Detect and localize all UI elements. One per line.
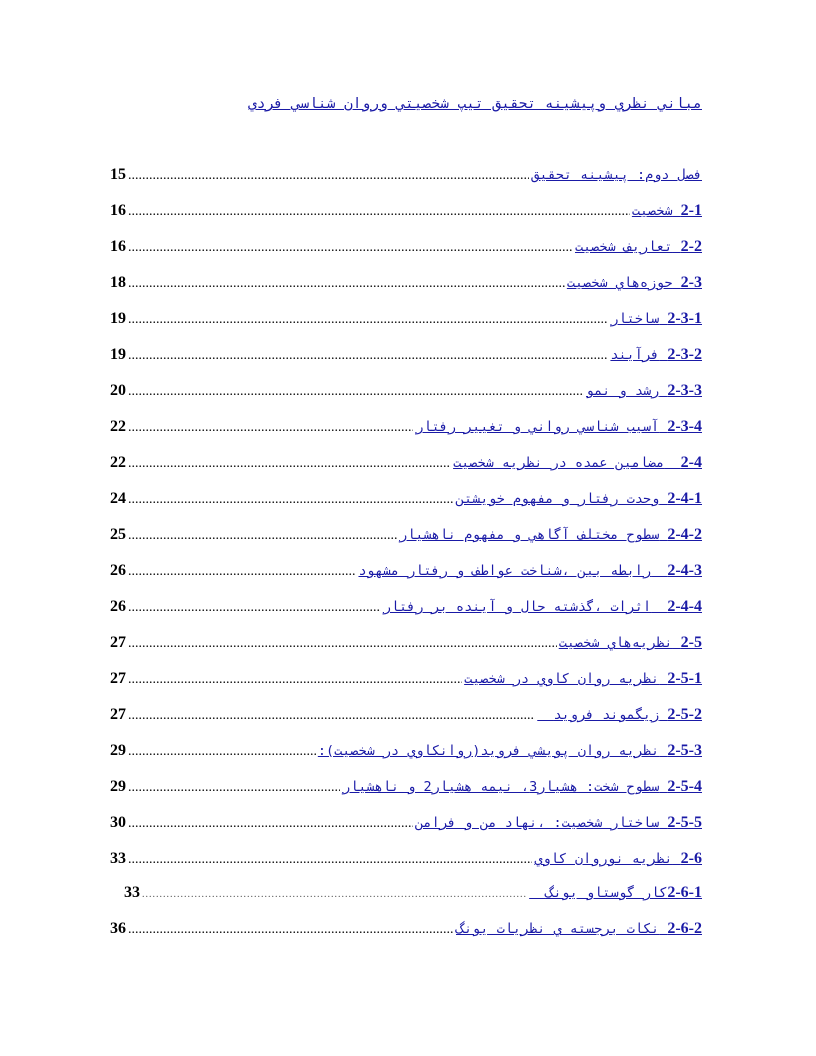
toc-row[interactable]: [110, 490, 702, 520]
toc-leader-dots: [128, 456, 451, 472]
toc-section-number: 2-1: [680, 202, 702, 219]
toc-leader-dots: [128, 564, 356, 580]
toc-entry-text: فصل دوم: پيشينه تحقيق: [531, 167, 702, 183]
toc-page-number: 27: [110, 670, 126, 687]
toc-entry-link[interactable]: [559, 634, 702, 652]
toc-page-number: 36: [110, 920, 126, 937]
toc-entry-link[interactable]: [415, 814, 702, 832]
toc-leader-dots: [128, 672, 462, 688]
toc-row[interactable]: [110, 670, 702, 700]
toc-leader-dots: [128, 384, 584, 400]
toc-section-number: 2-3: [680, 274, 702, 291]
toc-entry-text: ساختار شخصيت: ،نهاد من و فرامن: [415, 815, 660, 831]
toc-entry-link[interactable]: [342, 778, 702, 796]
toc-row[interactable]: [110, 634, 702, 664]
toc-entry-text: رشد و نمو: [586, 383, 660, 399]
toc-entry-link[interactable]: [456, 490, 702, 508]
toc-section-number: 2-5-2: [667, 706, 702, 723]
toc-entry-link[interactable]: [464, 670, 702, 688]
toc-row[interactable]: [110, 382, 702, 412]
toc-leader-dots: [128, 636, 557, 652]
toc-row[interactable]: [110, 454, 702, 484]
toc-entry-text: فرآيند: [610, 347, 660, 363]
toc-section-number: 2-4-1: [667, 490, 702, 507]
toc-entry-link[interactable]: [534, 850, 702, 868]
toc-page-number: 16: [110, 202, 126, 219]
toc-section-number: 2-6-1: [667, 884, 702, 901]
toc-leader-dots: [128, 492, 454, 508]
toc-row[interactable]: [110, 814, 702, 844]
toc-entry-link[interactable]: [537, 706, 702, 724]
toc-page-number: 30: [110, 814, 126, 831]
toc-section-number: 2-3-1: [667, 310, 702, 327]
toc-page-number: 15: [110, 166, 126, 183]
toc-section-number: 2-5-4: [667, 778, 702, 795]
toc-entry-text: شخصيت: [631, 203, 673, 219]
toc-page-number: 22: [110, 418, 126, 435]
toc-row[interactable]: [110, 310, 702, 340]
toc-entry-link[interactable]: [358, 562, 702, 580]
toc-entry-text: تعاريف شخصيت: [574, 239, 673, 255]
toc-section-number: 2-5-3: [667, 742, 702, 759]
toc-leader-dots: [128, 420, 413, 436]
toc-page-number: 33: [124, 884, 140, 901]
toc-entry-text: حوزه‌هاي شخصيت: [566, 275, 673, 291]
toc-row[interactable]: [124, 884, 702, 914]
toc-entry-link[interactable]: [318, 742, 702, 760]
toc-entry-text: نكات برجسته ي نظريات يونگ: [456, 921, 660, 937]
toc-entry-link[interactable]: [456, 920, 702, 938]
toc-row[interactable]: [110, 850, 702, 880]
toc-entry-text: وحدت رفتار و مفهوم خويشتن: [456, 491, 660, 507]
toc-page-number: 25: [110, 526, 126, 543]
toc-row[interactable]: [110, 202, 702, 232]
toc-entry-text: زيگموند فرويد: [553, 707, 660, 723]
toc-entry-link[interactable]: [531, 167, 702, 183]
toc-leader-dots: [128, 922, 454, 938]
toc-leader-dots: [128, 240, 573, 256]
toc-section-number: 2-4-3: [667, 562, 702, 579]
toc-page-number: 22: [110, 454, 126, 471]
toc-page-number: 19: [110, 346, 126, 363]
toc-leader-dots: [128, 816, 413, 832]
toc-entry-link[interactable]: [529, 884, 702, 902]
toc-entry-text: نظريه روان كاوي در شخصيت: [464, 671, 660, 687]
toc-row[interactable]: [110, 920, 702, 950]
toc-entry-link[interactable]: [383, 598, 702, 616]
toc-page-number: 20: [110, 382, 126, 399]
toc-row[interactable]: [110, 598, 702, 628]
toc-row[interactable]: [110, 778, 702, 808]
toc-entry-link[interactable]: [610, 346, 702, 364]
toc-page-number: 18: [110, 274, 126, 291]
toc-page-number: 33: [110, 850, 126, 867]
toc-entry-link[interactable]: [399, 526, 702, 544]
toc-section-number: 2-6-2: [667, 920, 702, 937]
toc-entry-text: نظريه نوروان كاوي: [534, 851, 673, 867]
toc-section-number: 2-3-4: [667, 418, 702, 435]
toc-entry-text: ساختار: [610, 311, 660, 327]
toc-entry-text: سطوح شخت: هشيار3، نيمه هشيار2 و ناهشيار: [342, 779, 660, 795]
toc-leader-dots: [128, 744, 316, 760]
toc-page-number: 24: [110, 490, 126, 507]
toc-entry-link[interactable]: [415, 418, 702, 436]
toc-entry-text: اثرات ،گذشته حال و آينده بر رفتار: [382, 599, 652, 615]
toc-row[interactable]: [110, 418, 702, 448]
toc-row[interactable]: [110, 346, 702, 376]
toc-entry-link[interactable]: [610, 310, 702, 328]
toc-entry-text: رابطه بين ،شناخت عواطف و رفتار مشهود: [358, 563, 652, 579]
toc-row[interactable]: [110, 526, 702, 556]
toc-entry-link[interactable]: [567, 274, 702, 292]
toc-row[interactable]: [110, 274, 702, 304]
toc-leader-dots: [128, 276, 565, 292]
toc-section-number: 2-5-1: [667, 670, 702, 687]
toc-page-number: 19: [110, 310, 126, 327]
toc-leader-dots: [128, 312, 608, 328]
toc-section-number: 2-3-3: [667, 382, 702, 399]
toc-row[interactable]: [110, 238, 702, 268]
toc-section-number: 2-4-4: [667, 598, 702, 615]
toc-leader-dots: [128, 708, 535, 724]
toc-section-number: 2-4-2: [667, 526, 702, 543]
toc-leader-dots: [128, 780, 340, 796]
toc-section-number: 2-6: [680, 850, 702, 867]
toc-leader-dots: [128, 852, 532, 868]
toc-entry-link[interactable]: [453, 454, 702, 472]
toc-leader-dots: [128, 168, 529, 184]
toc-section-number: 2-5: [680, 634, 702, 651]
toc-row[interactable]: [110, 742, 702, 772]
toc-entry-link[interactable]: [586, 382, 702, 400]
toc-entry-text: نظريه‌هاي شخصيت: [558, 635, 673, 651]
toc-entry-link[interactable]: [575, 238, 702, 256]
toc-section-number: 2-4: [680, 454, 702, 471]
toc-entry-text: سطوح مختلف آگاهي و مفهوم ناهشيار: [399, 527, 660, 543]
toc-page-number: 26: [110, 598, 126, 615]
toc-leader-dots: [128, 348, 608, 364]
toc-section-number: 2-2: [680, 238, 702, 255]
toc-page-number: 27: [110, 706, 126, 723]
toc-page-number: 16: [110, 238, 126, 255]
toc-entry-text: نظريه روان پويشي فرويد(روانكاوي در شخصيت):: [317, 743, 660, 759]
toc-entry-link[interactable]: [632, 202, 702, 220]
toc-leader-dots: [128, 528, 397, 544]
toc-entry-text: كار گوستاو يونگ: [545, 885, 668, 901]
toc-row[interactable]: [110, 562, 702, 592]
toc-row[interactable]: [110, 166, 702, 196]
toc-page-number: 26: [110, 562, 126, 579]
toc-page-number: 29: [110, 742, 126, 759]
toc-page-number: 29: [110, 778, 126, 795]
toc-page-number: 27: [110, 634, 126, 651]
toc-section-number: 2-5-5: [667, 814, 702, 831]
toc-section-number: 2-3-2: [667, 346, 702, 363]
toc-leader-dots: [128, 600, 381, 616]
toc-entry-text: مضامين عمده در نظريه شخصيت: [453, 455, 665, 471]
toc-entry-text: آسيب شناسي رواني و تغيير رفتار: [415, 419, 660, 435]
toc-leader-dots: [128, 204, 630, 220]
toc-leader-dots: [142, 889, 527, 900]
toc-row[interactable]: [110, 706, 702, 736]
page-title[interactable]: مباني نظري وپيشينه تحقيق تيپ شخصيتي وروان شناسي فردي: [248, 96, 702, 112]
